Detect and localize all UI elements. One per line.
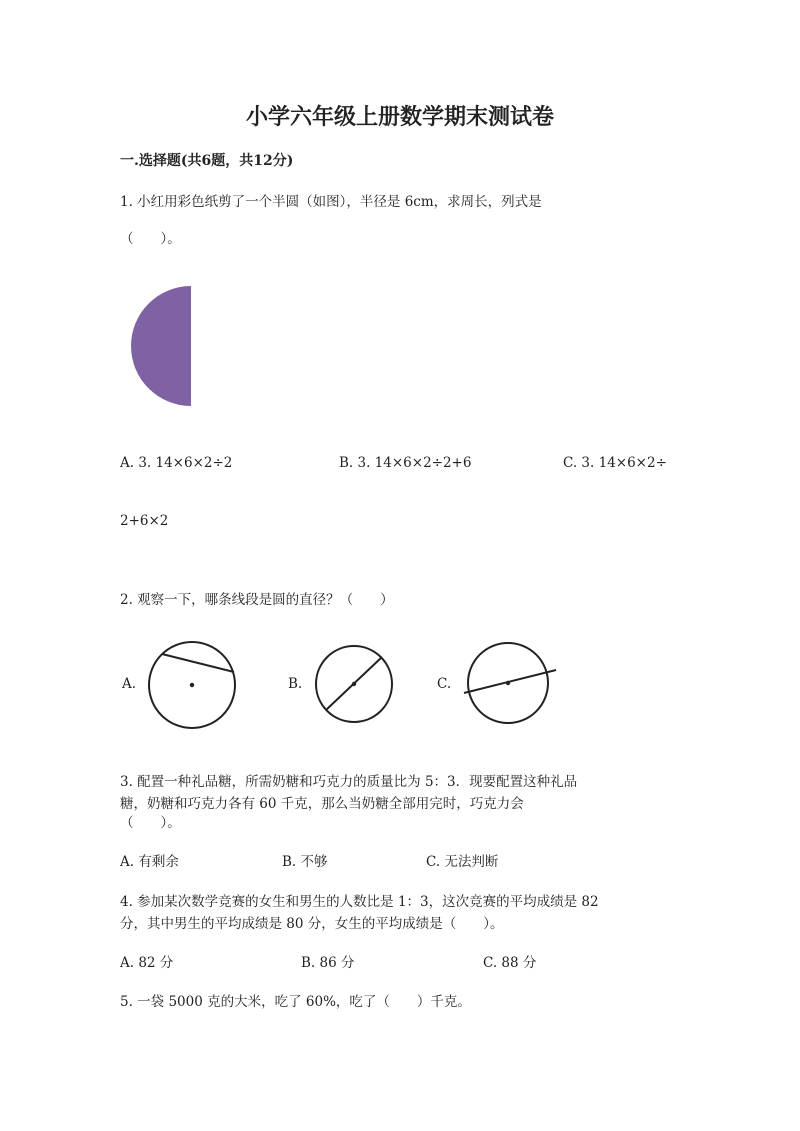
question-2-label-c: C.	[437, 676, 452, 692]
question-3-line-1: 3. 配置一种礼品糖，所需奶糖和巧克力的质量比为 5：3．现要配置这种礼品	[120, 774, 578, 790]
question-1-option-a: A. 3. 14×6×2÷2	[120, 455, 233, 471]
question-4-line-2: 分，其中男生的平均成绩是 80 分，女生的平均成绩是（ ）。	[120, 916, 504, 932]
section-heading: 一.选择题(共6题，共12分)	[120, 153, 294, 169]
question-3-option-a: A. 有剩余	[120, 854, 179, 870]
question-5-text: 5. 一袋 5000 克的大米，吃了 60%，吃了（ ）千克。	[120, 994, 471, 1010]
question-4-option-c: C. 88 分	[483, 955, 537, 971]
question-2-text: 2. 观察一下，哪条线段是圆的直径？（ ）	[120, 592, 394, 608]
semicircle-shape	[131, 286, 191, 406]
question-4-line-1: 4. 参加某次数学竞赛的女生和男生的人数比是 1：3，这次竞赛的平均成绩是 82	[120, 894, 599, 910]
question-2-label-b: B.	[288, 676, 303, 692]
circle-figure-a	[145, 640, 245, 735]
circle-figure-b	[312, 640, 402, 730]
question-1-option-b: B. 3. 14×6×2÷2+6	[339, 455, 472, 471]
center-dot	[506, 681, 510, 685]
question-4-option-a: A. 82 分	[120, 955, 174, 971]
question-3-line-3: （ ）。	[120, 815, 181, 831]
question-1-option-c: C. 3. 14×6×2÷	[563, 455, 667, 471]
question-3-line-2: 糖，奶糖和巧克力各有 60 千克，那么当奶糖全部用完时，巧克力会	[120, 796, 524, 812]
page-title: 小学六年级上册数学期末测试卷	[245, 104, 554, 130]
circle-figure-c	[460, 638, 560, 730]
question-1-line-2: （ ）。	[120, 231, 181, 247]
question-3-option-b: B. 不够	[282, 854, 328, 870]
secant-line	[464, 670, 556, 693]
question-4-option-b: B. 86 分	[301, 955, 355, 971]
center-dot	[190, 683, 194, 687]
center-dot	[352, 682, 356, 686]
question-1-line-1: 1. 小红用彩色纸剪了一个半圆（如图），半径是 6cm，求周长，列式是	[120, 194, 542, 210]
question-3-option-c: C. 无法判断	[426, 854, 499, 870]
question-2-label-a: A.	[122, 676, 137, 692]
semicircle-figure	[125, 280, 205, 415]
question-1-option-c-continued: 2+6×2	[120, 513, 169, 529]
